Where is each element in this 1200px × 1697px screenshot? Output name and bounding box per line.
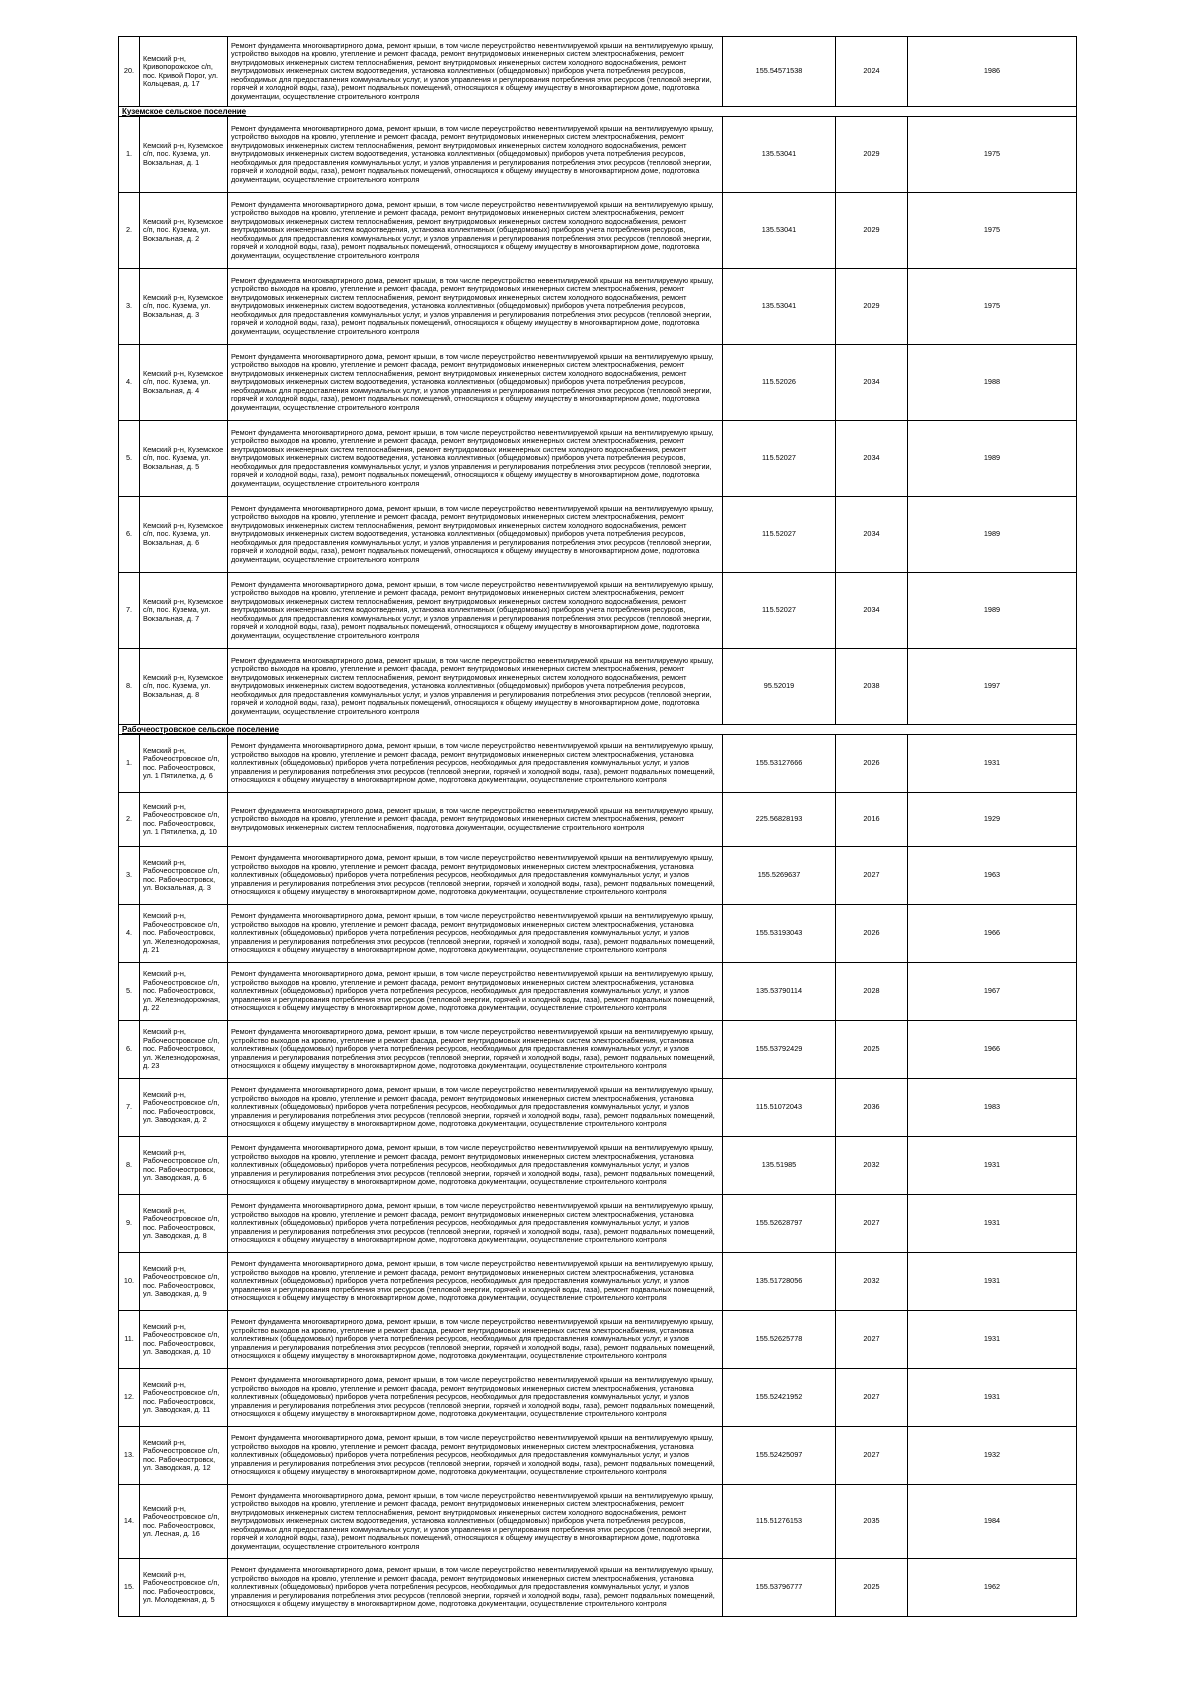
row-number: 1.: [119, 117, 140, 193]
row-number: 10.: [119, 1253, 140, 1311]
works-description-cell: Ремонт фундамента многоквартирного дома, ремонт крыши, в том числе переустройство невентилируемой крыши на вентилируемую крышу, устройство выходов на кровлю, утепление и ремонт фасада, ремонт внутридомовых инженерных систем электроснабжения, установка коллективных (общедомовых) приборов учета потребления ресурсов, необходимых для предоставления коммунальных услуг, и узлов управления и регулирования потребления этих ресурсов (тепловой энергии, горячей и холодной воды, газа), ремонт подвальных помещений, относящихся к общему имуществу в многоквартирном доме, подготовка документации, осуществление строительного контроля: [228, 1253, 723, 1311]
cost-value-cell: 95.52019: [723, 649, 836, 725]
table-row: [119, 573, 1077, 649]
works-description-cell: Ремонт фундамента многоквартирного дома, ремонт крыши, в том числе переустройство невентилируемой крыши на вентилируемую крышу, устройство выходов на кровлю, утепление и ремонт фасада, ремонт внутридомовых инженерных систем электроснабжения, ремонт внутридомовых инженерных систем теплоснабжения, ремонт внутридомовых инженерных систем холодного водоснабжения, ремонт внутридомовых инженерных систем водоотведения, установка коллективных (общедомовых) приборов учета потребления ресурсов, необходимых для предоставления коммунальных услуг, и узлов управления и регулирования потребления этих ресурсов (тепловой энергии, горячей и холодной воды, газа), ремонт подвальных помещений, относящихся к общему имуществу в многоквартирном доме, подготовка документации, осуществление строительного контроля: [228, 345, 723, 421]
address-cell: Кемский р-н, Рабочеостровское с/п, пос. Рабочеостровск, ул. Железнодорожная, д. 23: [140, 1021, 228, 1079]
built-year-cell: 1997: [908, 649, 1077, 725]
built-year-cell: 1984: [908, 1485, 1077, 1559]
address-cell: Кемский р-н, Рабочеостровское с/п, пос. Рабочеостровск, ул. Заводская, д. 9: [140, 1253, 228, 1311]
cost-value-cell: 115.52027: [723, 421, 836, 497]
repair-year-cell: 2026: [836, 905, 908, 963]
repair-year-cell: 2025: [836, 1021, 908, 1079]
table-row: [119, 735, 1077, 793]
row-number: 6.: [119, 1021, 140, 1079]
cost-value-cell: 135.53041: [723, 269, 836, 345]
built-year-cell: 1986: [908, 37, 1077, 107]
works-description-cell: Ремонт фундамента многоквартирного дома, ремонт крыши, в том числе переустройство невентилируемой крыши на вентилируемую крышу, устройство выходов на кровлю, утепление и ремонт фасада, ремонт внутридомовых инженерных систем электроснабжения, установка коллективных (общедомовых) приборов учета потребления ресурсов, необходимых для предоставления коммунальных услуг, и узлов управления и регулирования потребления этих ресурсов (тепловой энергии, горячей и холодной воды, газа), ремонт подвальных помещений, относящихся к общему имуществу в многоквартирном доме, подготовка документации, осуществление строительного контроля: [228, 1137, 723, 1195]
address-cell: Кемский р-н, Рабочеостровское с/п, пос. Рабочеостровск, ул. Заводская, д. 12: [140, 1427, 228, 1485]
cost-value-cell: 155.52421952: [723, 1369, 836, 1427]
cost-value-cell: 115.52026: [723, 345, 836, 421]
built-year-cell: 1931: [908, 1311, 1077, 1369]
cost-value-cell: 155.52625778: [723, 1311, 836, 1369]
works-description-cell: Ремонт фундамента многоквартирного дома, ремонт крыши, в том числе переустройство невентилируемой крыши на вентилируемую крышу, устройство выходов на кровлю, утепление и ремонт фасада, ремонт внутридомовых инженерных систем электроснабжения, установка коллективных (общедомовых) приборов учета потребления ресурсов, необходимых для предоставления коммунальных услуг, и узлов управления и регулирования потребления этих ресурсов (тепловой энергии, горячей и холодной воды, газа), ремонт подвальных помещений, относящихся к общему имуществу в многоквартирном доме, подготовка документации, осуществление строительного контроля: [228, 1195, 723, 1253]
built-year-cell: 1988: [908, 345, 1077, 421]
section-title: Рабочеостровское сельское поселение: [119, 725, 1077, 735]
works-description-cell: Ремонт фундамента многоквартирного дома, ремонт крыши, в том числе переустройство невентилируемой крыши на вентилируемую крышу, устройство выходов на кровлю, утепление и ремонт фасада, ремонт внутридомовых инженерных систем электроснабжения, установка коллективных (общедомовых) приборов учета потребления ресурсов, необходимых для предоставления коммунальных услуг, и узлов управления и регулирования потребления этих ресурсов (тепловой энергии, горячей и холодной воды, газа), ремонт подвальных помещений, относящихся к общему имуществу в многоквартирном доме, подготовка документации, осуществление строительного контроля: [228, 1079, 723, 1137]
address-cell: Кемский р-н, Кривопорожское с/п, пос. Кривой Порог, ул. Кольцевая, д. 17: [140, 37, 228, 107]
address-cell: Кемский р-н, Куземское с/п, пос. Кузема, ул. Вокзальная, д. 7: [140, 573, 228, 649]
cost-value-cell: 155.53792429: [723, 1021, 836, 1079]
repair-year-cell: 2024: [836, 37, 908, 107]
table-row: [119, 1137, 1077, 1195]
built-year-cell: 1931: [908, 1253, 1077, 1311]
row-number: 5.: [119, 963, 140, 1021]
cost-value-cell: 135.51985: [723, 1137, 836, 1195]
address-cell: Кемский р-н, Рабочеостровское с/п, пос. Рабочеостровск, ул. 1 Пятилетка, д. 10: [140, 793, 228, 847]
works-description-cell: Ремонт фундамента многоквартирного дома, ремонт крыши, в том числе переустройство невентилируемой крыши на вентилируемую крышу, устройство выходов на кровлю, утепление и ремонт фасада, ремонт внутридомовых инженерных систем электроснабжения, установка коллективных (общедомовых) приборов учета потребления ресурсов, необходимых для предоставления коммунальных услуг, и узлов управления и регулирования потребления этих ресурсов (тепловой энергии, горячей и холодной воды, газа), ремонт подвальных помещений, относящихся к общему имуществу в многоквартирном доме, подготовка документации, осуществление строительного контроля: [228, 1021, 723, 1079]
section-header-row: [119, 107, 1077, 117]
repair-year-cell: 2032: [836, 1253, 908, 1311]
cost-value-cell: 155.54571538: [723, 37, 836, 107]
row-number: 15.: [119, 1559, 140, 1617]
address-cell: Кемский р-н, Рабочеостровское с/п, пос. Рабочеостровск, ул. Заводская, д. 2: [140, 1079, 228, 1137]
table-row: [119, 1079, 1077, 1137]
built-year-cell: 1989: [908, 421, 1077, 497]
repair-year-cell: 2029: [836, 269, 908, 345]
section-header-row: [119, 725, 1077, 735]
address-cell: Кемский р-н, Куземское с/п, пос. Кузема, ул. Вокзальная, д. 8: [140, 649, 228, 725]
cost-value-cell: 225.56828193: [723, 793, 836, 847]
row-number: 8.: [119, 1137, 140, 1195]
table-row: [119, 269, 1077, 345]
built-year-cell: 1966: [908, 1021, 1077, 1079]
cost-value-cell: 155.53796777: [723, 1559, 836, 1617]
table-row: [119, 497, 1077, 573]
address-cell: Кемский р-н, Рабочеостровское с/п, пос. Рабочеостровск, ул. Заводская, д. 10: [140, 1311, 228, 1369]
row-number: 2.: [119, 193, 140, 269]
repair-year-cell: 2036: [836, 1079, 908, 1137]
cost-value-cell: 155.53193043: [723, 905, 836, 963]
table-row: [119, 117, 1077, 193]
address-cell: Кемский р-н, Рабочеостровское с/п, пос. Рабочеостровск, ул. Заводская, д. 6: [140, 1137, 228, 1195]
row-number: 9.: [119, 1195, 140, 1253]
row-number: 12.: [119, 1369, 140, 1427]
row-number: 14.: [119, 1485, 140, 1559]
works-description-cell: Ремонт фундамента многоквартирного дома, ремонт крыши, в том числе переустройство невентилируемой крыши на вентилируемую крышу, устройство выходов на кровлю, утепление и ремонт фасада, ремонт внутридомовых инженерных систем электроснабжения, ремонт внутридомовых инженерных систем теплоснабжения, ремонт внутридомовых инженерных систем холодного водоснабжения, ремонт внутридомовых инженерных систем водоотведения, установка коллективных (общедомовых) приборов учета потребления ресурсов, необходимых для предоставления коммунальных услуг, и узлов управления и регулирования потребления этих ресурсов (тепловой энергии, горячей и холодной воды, газа), ремонт подвальных помещений, относящихся к общему имуществу в многоквартирном доме, подготовка документации, осуществление строительного контроля: [228, 421, 723, 497]
address-cell: Кемский р-н, Рабочеостровское с/п, пос. Рабочеостровск, ул. Железнодорожная, д. 21: [140, 905, 228, 963]
works-description-cell: Ремонт фундамента многоквартирного дома, ремонт крыши, в том числе переустройство невентилируемой крыши на вентилируемую крышу, устройство выходов на кровлю, утепление и ремонт фасада, ремонт внутридомовых инженерных систем электроснабжения, установка коллективных (общедомовых) приборов учета потребления ресурсов, необходимых для предоставления коммунальных услуг, и узлов управления и регулирования потребления этих ресурсов (тепловой энергии, горячей и холодной воды, газа), ремонт подвальных помещений, относящихся к общему имуществу в многоквартирном доме, подготовка документации, осуществление строительного контроля: [228, 735, 723, 793]
row-number: 8.: [119, 649, 140, 725]
works-description-cell: Ремонт фундамента многоквартирного дома, ремонт крыши, в том числе переустройство невентилируемой крыши на вентилируемую крышу, устройство выходов на кровлю, утепление и ремонт фасада, ремонт внутридомовых инженерных систем электроснабжения, ремонт внутридомовых инженерных систем теплоснабжения, подготовка документации, осуществление строительного контроля: [228, 793, 723, 847]
cost-value-cell: 115.51276153: [723, 1485, 836, 1559]
table-row: [119, 1485, 1077, 1559]
repair-year-cell: 2029: [836, 193, 908, 269]
address-cell: Кемский р-н, Куземское с/п, пос. Кузема, ул. Вокзальная, д. 2: [140, 193, 228, 269]
works-description-cell: Ремонт фундамента многоквартирного дома, ремонт крыши, в том числе переустройство невентилируемой крыши на вентилируемую крышу, устройство выходов на кровлю, утепление и ремонт фасада, ремонт внутридомовых инженерных систем электроснабжения, установка коллективных (общедомовых) приборов учета потребления ресурсов, необходимых для предоставления коммунальных услуг, и узлов управления и регулирования потребления этих ресурсов (тепловой энергии, горячей и холодной воды, газа), ремонт подвальных помещений, относящихся к общему имуществу в многоквартирном доме, подготовка документации, осуществление строительного контроля: [228, 1559, 723, 1617]
address-cell: Кемский р-н, Рабочеостровское с/п, пос. Рабочеостровск, ул. Заводская, д. 8: [140, 1195, 228, 1253]
built-year-cell: 1989: [908, 497, 1077, 573]
built-year-cell: 1931: [908, 1137, 1077, 1195]
cost-value-cell: 155.52628797: [723, 1195, 836, 1253]
table-row: [119, 1369, 1077, 1427]
repair-year-cell: 2025: [836, 1559, 908, 1617]
row-number: 2.: [119, 793, 140, 847]
repair-year-cell: 2027: [836, 847, 908, 905]
address-cell: Кемский р-н, Рабочеостровское с/п, пос. Рабочеостровск, ул. Вокзальная, д. 3: [140, 847, 228, 905]
table-row: [119, 1021, 1077, 1079]
repair-year-cell: 2027: [836, 1195, 908, 1253]
address-cell: Кемский р-н, Рабочеостровское с/п, пос. Рабочеостровск, ул. Молодежная, д. 5: [140, 1559, 228, 1617]
built-year-cell: 1962: [908, 1559, 1077, 1617]
capital-repair-table: [118, 36, 1077, 1617]
table-row: [119, 345, 1077, 421]
address-cell: Кемский р-н, Рабочеостровское с/п, пос. Рабочеостровск, ул. Лесная, д. 16: [140, 1485, 228, 1559]
cost-value-cell: 135.53790114: [723, 963, 836, 1021]
row-number: 4.: [119, 345, 140, 421]
address-cell: Кемский р-н, Куземское с/п, пос. Кузема, ул. Вокзальная, д. 6: [140, 497, 228, 573]
table-row: [119, 421, 1077, 497]
works-description-cell: Ремонт фундамента многоквартирного дома, ремонт крыши, в том числе переустройство невентилируемой крыши на вентилируемую крышу, устройство выходов на кровлю, утепление и ремонт фасада, ремонт внутридомовых инженерных систем электроснабжения, ремонт внутридомовых инженерных систем теплоснабжения, ремонт внутридомовых инженерных систем холодного водоснабжения, ремонт внутридомовых инженерных систем водоотведения, установка коллективных (общедомовых) приборов учета потребления ресурсов, необходимых для предоставления коммунальных услуг, и узлов управления и регулирования потребления этих ресурсов (тепловой энергии, горячей и холодной воды, газа), ремонт подвальных помещений, относящихся к общему имуществу в многоквартирном доме, подготовка документации, осуществление строительного контроля: [228, 649, 723, 725]
repair-year-cell: 2026: [836, 735, 908, 793]
repair-year-cell: 2034: [836, 573, 908, 649]
built-year-cell: 1966: [908, 905, 1077, 963]
repair-year-cell: 2034: [836, 497, 908, 573]
cost-value-cell: 155.5269637: [723, 847, 836, 905]
works-description-cell: Ремонт фундамента многоквартирного дома, ремонт крыши, в том числе переустройство невентилируемой крыши на вентилируемую крышу, устройство выходов на кровлю, утепление и ремонт фасада, ремонт внутридомовых инженерных систем электроснабжения, установка коллективных (общедомовых) приборов учета потребления ресурсов, необходимых для предоставления коммунальных услуг, и узлов управления и регулирования потребления этих ресурсов (тепловой энергии, горячей и холодной воды, газа), ремонт подвальных помещений, относящихся к общему имуществу в многоквартирном доме, подготовка документации, осуществление строительного контроля: [228, 1369, 723, 1427]
works-description-cell: Ремонт фундамента многоквартирного дома, ремонт крыши, в том числе переустройство невентилируемой крыши на вентилируемую крышу, устройство выходов на кровлю, утепление и ремонт фасада, ремонт внутридомовых инженерных систем электроснабжения, установка коллективных (общедомовых) приборов учета потребления ресурсов, необходимых для предоставления коммунальных услуг, и узлов управления и регулирования потребления этих ресурсов (тепловой энергии, горячей и холодной воды, газа), ремонт подвальных помещений, относящихся к общему имуществу в многоквартирном доме, подготовка документации, осуществление строительного контроля: [228, 963, 723, 1021]
address-cell: Кемский р-н, Рабочеостровское с/п, пос. Рабочеостровск, ул. Заводская, д. 11: [140, 1369, 228, 1427]
works-description-cell: Ремонт фундамента многоквартирного дома, ремонт крыши, в том числе переустройство невентилируемой крыши на вентилируемую крышу, устройство выходов на кровлю, утепление и ремонт фасада, ремонт внутридомовых инженерных систем электроснабжения, ремонт внутридомовых инженерных систем теплоснабжения, ремонт внутридомовых инженерных систем холодного водоснабжения, ремонт внутридомовых инженерных систем водоотведения, установка коллективных (общедомовых) приборов учета потребления ресурсов, необходимых для предоставления коммунальных услуг, и узлов управления и регулирования потребления этих ресурсов (тепловой энергии, горячей и холодной воды, газа), ремонт подвальных помещений, относящихся к общему имуществу в многоквартирном доме, подготовка документации, осуществление строительного контроля: [228, 269, 723, 345]
table-row: [119, 847, 1077, 905]
table-row: [119, 37, 1077, 107]
built-year-cell: 1989: [908, 573, 1077, 649]
table-row: [119, 963, 1077, 1021]
cost-value-cell: 155.52425097: [723, 1427, 836, 1485]
built-year-cell: 1975: [908, 269, 1077, 345]
built-year-cell: 1931: [908, 735, 1077, 793]
works-description-cell: Ремонт фундамента многоквартирного дома, ремонт крыши, в том числе переустройство невентилируемой крыши на вентилируемую крышу, устройство выходов на кровлю, утепление и ремонт фасада, ремонт внутридомовых инженерных систем электроснабжения, установка коллективных (общедомовых) приборов учета потребления ресурсов, необходимых для предоставления коммунальных услуг, и узлов управления и регулирования потребления этих ресурсов (тепловой энергии, горячей и холодной воды, газа), ремонт подвальных помещений, относящихся к общему имуществу в многоквартирном доме, подготовка документации, осуществление строительного контроля: [228, 847, 723, 905]
works-description-cell: Ремонт фундамента многоквартирного дома, ремонт крыши, в том числе переустройство невентилируемой крыши на вентилируемую крышу, устройство выходов на кровлю, утепление и ремонт фасада, ремонт внутридомовых инженерных систем электроснабжения, ремонт внутридомовых инженерных систем теплоснабжения, ремонт внутридомовых инженерных систем холодного водоснабжения, ремонт внутридомовых инженерных систем водоотведения, установка коллективных (общедомовых) приборов учета потребления ресурсов, необходимых для предоставления коммунальных услуг, и узлов управления и регулирования потребления этих ресурсов (тепловой энергии, горячей и холодной воды, газа), ремонт подвальных помещений, относящихся к общему имуществу в многоквартирном доме, подготовка документации, осуществление строительного контроля: [228, 497, 723, 573]
row-number: 7.: [119, 1079, 140, 1137]
row-number: 11.: [119, 1311, 140, 1369]
built-year-cell: 1963: [908, 847, 1077, 905]
built-year-cell: 1931: [908, 1369, 1077, 1427]
repair-year-cell: 2034: [836, 345, 908, 421]
table-row: [119, 1253, 1077, 1311]
cost-value-cell: 115.51072043: [723, 1079, 836, 1137]
repair-year-cell: 2035: [836, 1485, 908, 1559]
row-number: 4.: [119, 905, 140, 963]
works-description-cell: Ремонт фундамента многоквартирного дома, ремонт крыши, в том числе переустройство невентилируемой крыши на вентилируемую крышу, устройство выходов на кровлю, утепление и ремонт фасада, ремонт внутридомовых инженерных систем электроснабжения, установка коллективных (общедомовых) приборов учета потребления ресурсов, необходимых для предоставления коммунальных услуг, и узлов управления и регулирования потребления этих ресурсов (тепловой энергии, горячей и холодной воды, газа), ремонт подвальных помещений, относящихся к общему имуществу в многоквартирном доме, подготовка документации, осуществление строительного контроля: [228, 1427, 723, 1485]
built-year-cell: 1967: [908, 963, 1077, 1021]
cost-value-cell: 135.51728056: [723, 1253, 836, 1311]
repair-year-cell: 2034: [836, 421, 908, 497]
row-number: 3.: [119, 269, 140, 345]
built-year-cell: 1983: [908, 1079, 1077, 1137]
table-row: [119, 1195, 1077, 1253]
repair-year-cell: 2029: [836, 117, 908, 193]
built-year-cell: 1931: [908, 1195, 1077, 1253]
works-description-cell: Ремонт фундамента многоквартирного дома, ремонт крыши, в том числе переустройство невентилируемой крыши на вентилируемую крышу, устройство выходов на кровлю, утепление и ремонт фасада, ремонт внутридомовых инженерных систем электроснабжения, установка коллективных (общедомовых) приборов учета потребления ресурсов, необходимых для предоставления коммунальных услуг, и узлов управления и регулирования потребления этих ресурсов (тепловой энергии, горячей и холодной воды, газа), ремонт подвальных помещений, относящихся к общему имуществу в многоквартирном доме, подготовка документации, осуществление строительного контроля: [228, 1311, 723, 1369]
repair-year-cell: 2028: [836, 963, 908, 1021]
built-year-cell: 1975: [908, 193, 1077, 269]
works-description-cell: Ремонт фундамента многоквартирного дома, ремонт крыши, в том числе переустройство невентилируемой крыши на вентилируемую крышу, устройство выходов на кровлю, утепление и ремонт фасада, ремонт внутридомовых инженерных систем электроснабжения, ремонт внутридомовых инженерных систем теплоснабжения, ремонт внутридомовых инженерных систем холодного водоснабжения, ремонт внутридомовых инженерных систем водоотведения, установка коллективных (общедомовых) приборов учета потребления ресурсов, необходимых для предоставления коммунальных услуг, и узлов управления и регулирования потребления этих ресурсов (тепловой энергии, горячей и холодной воды, газа), ремонт подвальных помещений, относящихся к общему имуществу в многоквартирном доме, подготовка документации, осуществление строительного контроля: [228, 193, 723, 269]
row-number: 5.: [119, 421, 140, 497]
repair-year-cell: 2032: [836, 1137, 908, 1195]
row-number: 13.: [119, 1427, 140, 1485]
repair-year-cell: 2027: [836, 1369, 908, 1427]
address-cell: Кемский р-н, Куземское с/п, пос. Кузема, ул. Вокзальная, д. 5: [140, 421, 228, 497]
table-row: [119, 1559, 1077, 1617]
table-row: [119, 905, 1077, 963]
cost-value-cell: 155.53127666: [723, 735, 836, 793]
built-year-cell: 1975: [908, 117, 1077, 193]
works-description-cell: Ремонт фундамента многоквартирного дома, ремонт крыши, в том числе переустройство невентилируемой крыши на вентилируемую крышу, устройство выходов на кровлю, утепление и ремонт фасада, ремонт внутридомовых инженерных систем электроснабжения, ремонт внутридомовых инженерных систем теплоснабжения, ремонт внутридомовых инженерных систем холодного водоснабжения, ремонт внутридомовых инженерных систем водоотведения, установка коллективных (общедомовых) приборов учета потребления ресурсов, необходимых для предоставления коммунальных услуг, и узлов управления и регулирования потребления этих ресурсов (тепловой энергии, горячей и холодной воды, газа), ремонт подвальных помещений, относящихся к общему имуществу в многоквартирном доме, подготовка документации, осуществление строительного контроля: [228, 117, 723, 193]
row-number: 20.: [119, 37, 140, 107]
cost-value-cell: 115.52027: [723, 497, 836, 573]
address-cell: Кемский р-н, Куземское с/п, пос. Кузема, ул. Вокзальная, д. 4: [140, 345, 228, 421]
address-cell: Кемский р-н, Рабочеостровское с/п, пос. Рабочеостровск, ул. Железнодорожная, д. 22: [140, 963, 228, 1021]
table-row: [119, 649, 1077, 725]
table-body: [119, 37, 1077, 1617]
table-row: [119, 1311, 1077, 1369]
built-year-cell: 1929: [908, 793, 1077, 847]
repair-year-cell: 2027: [836, 1427, 908, 1485]
table-row: [119, 1427, 1077, 1485]
row-number: 1.: [119, 735, 140, 793]
works-description-cell: Ремонт фундамента многоквартирного дома, ремонт крыши, в том числе переустройство невентилируемой крыши на вентилируемую крышу, устройство выходов на кровлю, утепление и ремонт фасада, ремонт внутридомовых инженерных систем электроснабжения, ремонт внутридомовых инженерных систем теплоснабжения, ремонт внутридомовых инженерных систем холодного водоснабжения, ремонт внутридомовых инженерных систем водоотведения, установка коллективных (общедомовых) приборов учета потребления ресурсов, необходимых для предоставления коммунальных услуг, и узлов управления и регулирования потребления этих ресурсов (тепловой энергии, горячей и холодной воды, газа), ремонт подвальных помещений, относящихся к общему имуществу в многоквартирном доме, подготовка документации, осуществление строительного контроля: [228, 573, 723, 649]
section-title: Куземское сельское поселение: [119, 107, 1077, 117]
table-row: [119, 193, 1077, 269]
cost-value-cell: 115.52027: [723, 573, 836, 649]
works-description-cell: Ремонт фундамента многоквартирного дома, ремонт крыши, в том числе переустройство невентилируемой крыши на вентилируемую крышу, устройство выходов на кровлю, утепление и ремонт фасада, ремонт внутридомовых инженерных систем электроснабжения, ремонт внутридомовых инженерных систем теплоснабжения, ремонт внутридомовых инженерных систем холодного водоснабжения, ремонт внутридомовых инженерных систем водоотведения, установка коллективных (общедомовых) приборов учета потребления ресурсов, необходимых для предоставления коммунальных услуг, и узлов управления и регулирования потребления этих ресурсов (тепловой энергии, горячей и холодной воды, газа), ремонт подвальных помещений, относящихся к общему имуществу в многоквартирном доме, подготовка документации, осуществление строительного контроля: [228, 1485, 723, 1559]
address-cell: Кемский р-н, Куземское с/п, пос. Кузема, ул. Вокзальная, д. 1: [140, 117, 228, 193]
cost-value-cell: 135.53041: [723, 117, 836, 193]
address-cell: Кемский р-н, Куземское с/п, пос. Кузема, ул. Вокзальная, д. 3: [140, 269, 228, 345]
works-description-cell: Ремонт фундамента многоквартирного дома, ремонт крыши, в том числе переустройство невентилируемой крыши на вентилируемую крышу, устройство выходов на кровлю, утепление и ремонт фасада, ремонт внутридомовых инженерных систем электроснабжения, ремонт внутридомовых инженерных систем теплоснабжения, ремонт внутридомовых инженерных систем холодного водоснабжения, ремонт внутридомовых инженерных систем водоотведения, установка коллективных (общедомовых) приборов учета потребления ресурсов, необходимых для предоставления коммунальных услуг, и узлов управления и регулирования потребления этих ресурсов (тепловой энергии, горячей и холодной воды, газа), ремонт подвальных помещений, относящихся к общему имуществу в многоквартирном доме, подготовка документации, осуществление строительного контроля: [228, 37, 723, 107]
address-cell: Кемский р-н, Рабочеостровское с/п, пос. Рабочеостровск, ул. 1 Пятилетка, д. 6: [140, 735, 228, 793]
repair-year-cell: 2016: [836, 793, 908, 847]
repair-year-cell: 2038: [836, 649, 908, 725]
table-row: [119, 793, 1077, 847]
row-number: 7.: [119, 573, 140, 649]
cost-value-cell: 135.53041: [723, 193, 836, 269]
built-year-cell: 1932: [908, 1427, 1077, 1485]
row-number: 6.: [119, 497, 140, 573]
repair-year-cell: 2027: [836, 1311, 908, 1369]
row-number: 3.: [119, 847, 140, 905]
works-description-cell: Ремонт фундамента многоквартирного дома, ремонт крыши, в том числе переустройство невентилируемой крыши на вентилируемую крышу, устройство выходов на кровлю, утепление и ремонт фасада, ремонт внутридомовых инженерных систем электроснабжения, установка коллективных (общедомовых) приборов учета потребления ресурсов, необходимых для предоставления коммунальных услуг, и узлов управления и регулирования потребления этих ресурсов (тепловой энергии, горячей и холодной воды, газа), ремонт подвальных помещений, относящихся к общему имуществу в многоквартирном доме, подготовка документации, осуществление строительного контроля: [228, 905, 723, 963]
